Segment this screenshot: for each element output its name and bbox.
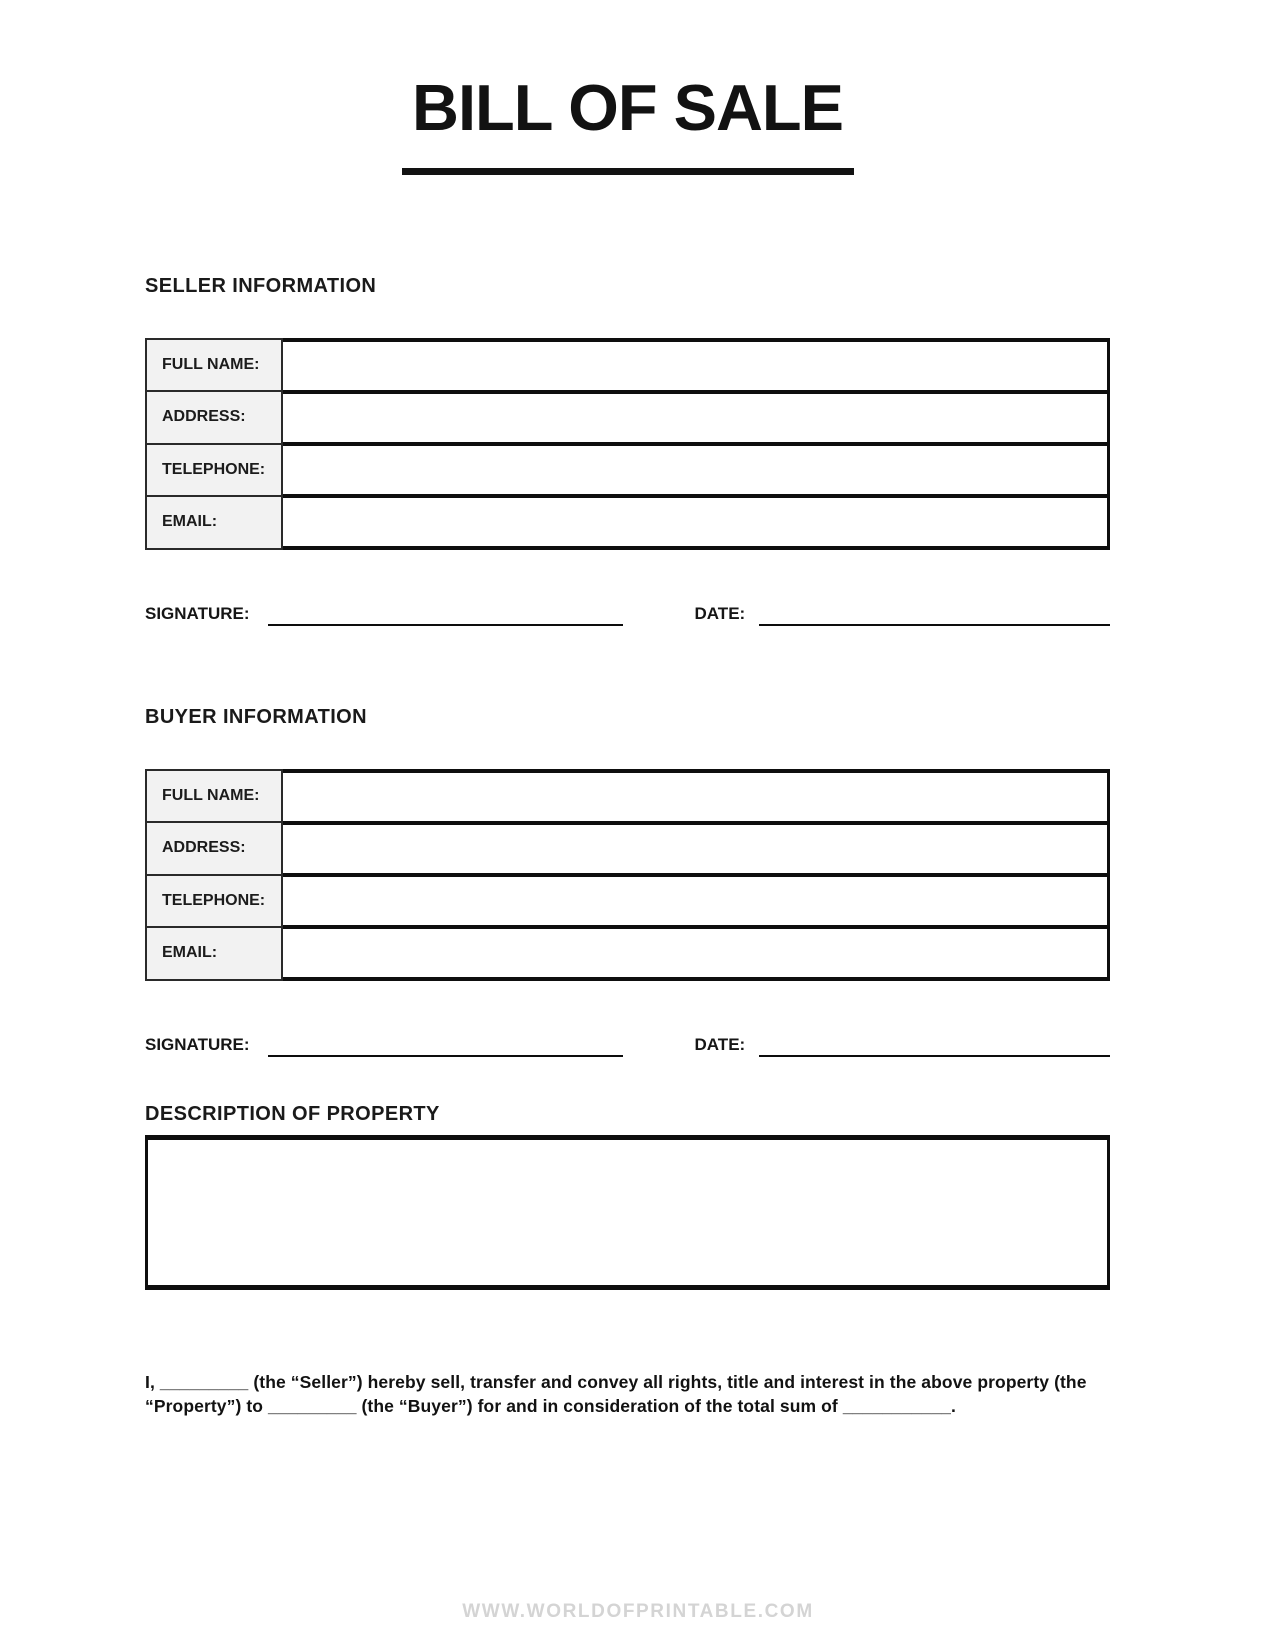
bill-of-sale-form xyxy=(145,0,1110,1419)
buyer-telephone-label: TELEPHONE: xyxy=(145,876,283,929)
seller-full-name-label: FULL NAME: xyxy=(145,338,283,393)
buyer-value-column xyxy=(283,769,1110,981)
buyer-telephone-field[interactable] xyxy=(283,873,1110,925)
seller-date-field[interactable] xyxy=(759,604,1110,626)
buyer-address-field[interactable] xyxy=(283,821,1110,873)
footer-url: WWW.WORLDOFPRINTABLE.COM xyxy=(462,1601,814,1622)
seller-telephone-label: TELEPHONE: xyxy=(145,445,283,498)
buyer-date-field[interactable] xyxy=(759,1035,1110,1057)
title-underline xyxy=(402,168,854,175)
buyer-section-heading: BUYER INFORMATION xyxy=(145,705,367,728)
buyer-info-table xyxy=(145,769,1110,981)
seller-signature-label: SIGNATURE: xyxy=(145,603,250,623)
buyer-address-label: ADDRESS: xyxy=(145,823,283,876)
seller-label-column xyxy=(145,338,283,550)
seller-address-field[interactable] xyxy=(283,390,1110,442)
buyer-full-name-label: FULL NAME: xyxy=(145,769,283,824)
buyer-signature-field[interactable] xyxy=(268,1035,623,1057)
seller-signature-field[interactable] xyxy=(268,604,623,626)
property-description-field[interactable] xyxy=(145,1135,1110,1290)
title-block xyxy=(145,72,1110,175)
seller-info-table xyxy=(145,338,1110,550)
seller-signature-row xyxy=(145,600,1110,626)
buyer-signature-row xyxy=(145,1031,1110,1057)
seller-full-name-field[interactable] xyxy=(283,338,1110,390)
buyer-label-column xyxy=(145,769,283,981)
buyer-signature-label: SIGNATURE: xyxy=(145,1034,250,1054)
seller-email-field[interactable] xyxy=(283,494,1110,550)
seller-address-label: ADDRESS: xyxy=(145,392,283,445)
seller-value-column xyxy=(283,338,1110,550)
page-title: BILL OF SALE xyxy=(412,71,843,144)
seller-section-heading: SELLER INFORMATION xyxy=(145,274,377,297)
buyer-email-label: EMAIL: xyxy=(145,928,283,981)
seller-email-label: EMAIL: xyxy=(145,497,283,550)
agreement-text: I, _________ (the “Seller”) hereby sell, transfer and convey all rights, title and interest in the above property (the “Property”) to _________ (the “Buyer”) for and in consideration of the total sum of ___________. xyxy=(145,1371,1087,1417)
property-section-heading: DESCRIPTION OF PROPERTY xyxy=(145,1102,440,1125)
buyer-full-name-field[interactable] xyxy=(283,769,1110,821)
buyer-email-field[interactable] xyxy=(283,925,1110,981)
seller-date-label: DATE: xyxy=(694,603,746,623)
buyer-date-label: DATE: xyxy=(694,1034,746,1054)
seller-telephone-field[interactable] xyxy=(283,442,1110,494)
